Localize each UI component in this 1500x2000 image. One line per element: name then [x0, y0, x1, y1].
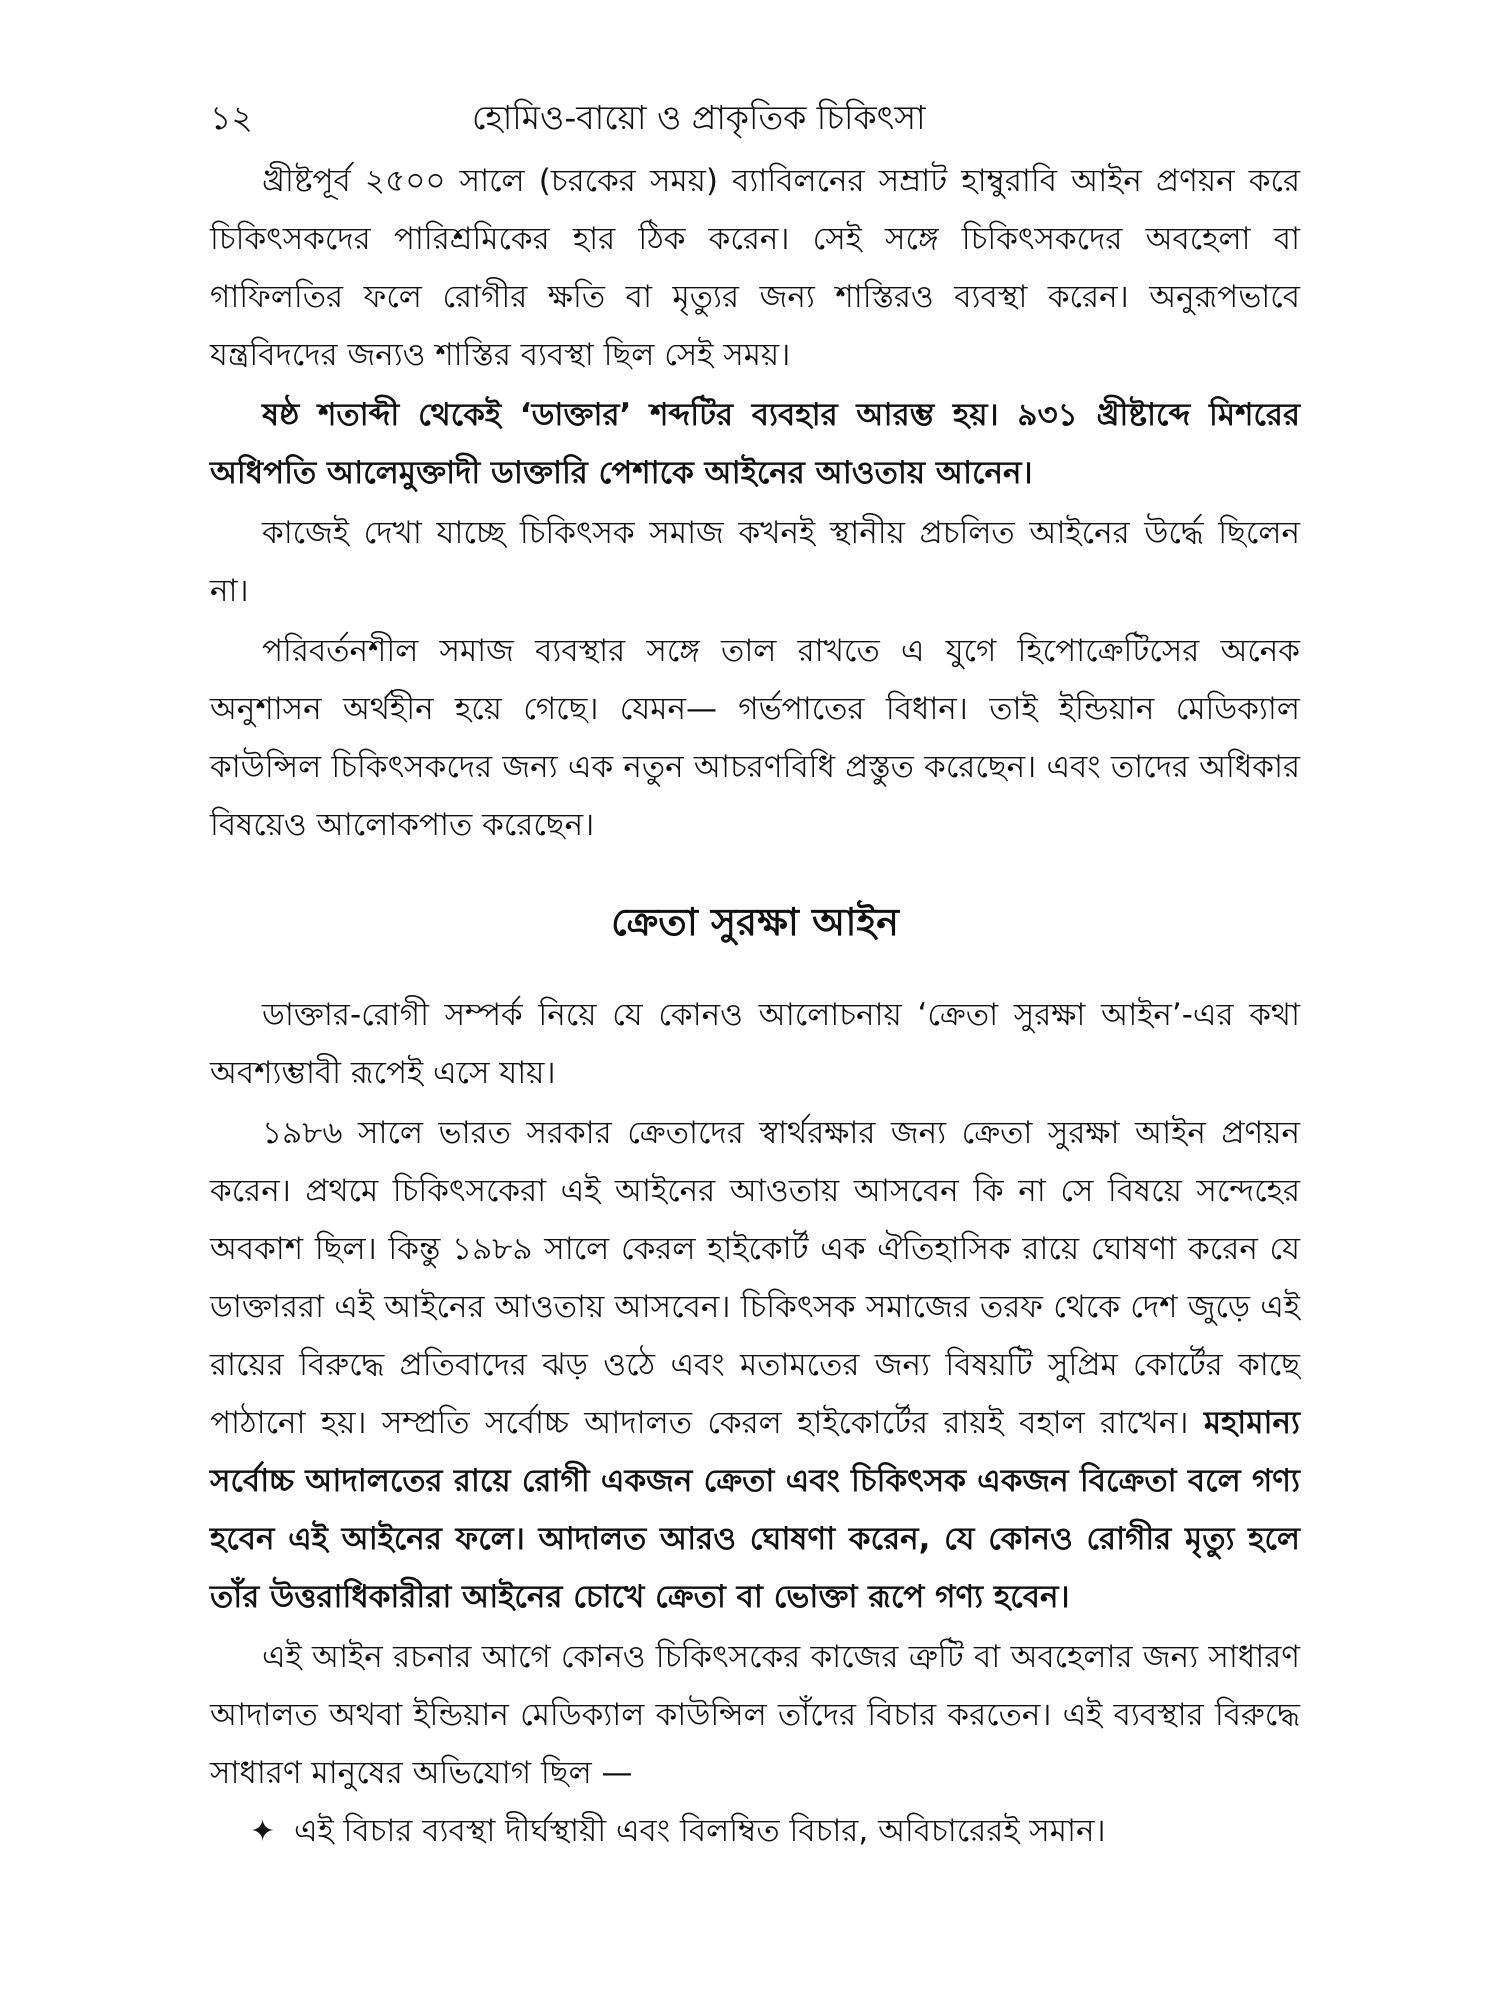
paragraph-doctor-patient-relation: ডাক্তার-রোগী সম্পর্ক নিয়ে যে কোনও আলোচনায় ‘ক্রেতা সুরক্ষা আইন’-এর কথা অবশ্যম্ভাবী রূপেই এসে যায়।: [210, 997, 1300, 1091]
paragraph-changing-society: পরিবর্তনশীল সমাজ ব্যবস্থার সঙ্গে তাল রাখতে এ যুগে হিপোক্রেটিসের অনেক অনুশাসন অর্থহীন হয়ে গেছে। যেমন— গর্ভপাতের বিধান। তাই ইন্ডিয়ান মেডিক্যাল কাউন্সিল চিকিৎসকদের জন্য এক নতুন আচরণবিধি প্রস্তুত করেছেন। এবং তাদের অধিকার বিষয়েও আলোকপাত করেছেন।: [210, 633, 1300, 843]
bold-text: মহামান্য সর্বোচ্চ আদালতের রায়ে রোগী একজন ক্রেতা এবং চিকিৎসক একজন বিক্রেতা বলে গণ্য হবেন এই আইনের ফলে। আদালত আরও ঘোষণা করেন, যে কোনও রোগীর মৃত্যু হলে তাঁর উত্তরাধিকারীরা আইনের চোখে ক্রেতা বা ভোক্তা রূপে গণ্য হবেন।: [210, 1405, 1300, 1615]
page-number: ১২: [210, 98, 253, 137]
running-title: হোমিও-বায়ো ও প্রাকৃতিক চিকিৎসা: [472, 98, 926, 137]
bold-text: ষষ্ঠ শতাব্দী থেকেই ‘ডাক্তার’ শব্দটির ব্যবহার আরম্ভ হয়। ৯৩১ খ্রীষ্টাব্দে মিশরের অধিপতি আলেমুক্তাদী ডাক্তারি পেশাকে আইনের আওতায় আনেন।: [210, 397, 1300, 491]
paragraph-before-act: এই আইন রচনার আগে কোনও চিকিৎসকের কাজের ত্রুটি বা অবহেলার জন্য সাধারণ আদালত অথবা ইন্ডিয়ান মেডিক্যাল কাউন্সিল তাঁদের বিচার করতেন। এই ব্যবস্থার বিরুদ্ধে সাধারণ মানুষের অভিযোগ ছিল —: [210, 1639, 1300, 1791]
page-header: [210, 88, 1300, 148]
paragraph-doctor-word-history: [210, 386, 1300, 502]
section-heading: ক্রেতা সুরক্ষা আইন: [611, 900, 899, 944]
four-point-star-icon: ✦: [250, 1814, 276, 1849]
paragraph-consumer-act-history: [210, 1104, 1300, 1626]
paragraph-babylon-law: খ্রীষ্টপূর্ব ২৫০০ সালে (চরকের সময়) ব্যাবিলনের সম্রাট হাম্বুরাবি আইন প্রণয়ন করে চিকিৎসকদের পারিশ্রমিকের হার ঠিক করেন। সেই সঙ্গে চিকিৎসকদের অবহেলা বা গাফিলতির ফলে রোগীর ক্ষতি বা মৃত্যুর জন্য শাস্তিরও ব্যবস্থা করেন। অনুরূপভাবে যন্ত্রবিদদের জন্যও শাস্তির ব্যবস্থা ছিল সেই সময়।: [210, 163, 1300, 373]
bullet-item: [210, 1802, 1300, 1861]
bullet-text: এই বিচার ব্যবস্থা দীর্ঘস্থায়ী এবং বিলম্বিত বিচার, অবিচারেরই সমান।: [294, 1813, 1106, 1849]
regular-text: ১৯৮৬ সালে ভারত সরকার ক্রেতাদের স্বার্থরক্ষার জন্য ক্রেতা সুরক্ষা আইন প্রণয়ন করেন। প্রথমে চিকিৎসকেরা এই আইনের আওতায় আসবেন কি না সে বিষয়ে সন্দেহের অবকাশ ছিল। কিন্তু ১৯৮৯ সালে কেরল হাইকোর্ট এক ঐতিহাসিক রায়ে ঘোষণা করেন যে ডাক্তাররা এই আইনের আওতায় আসবেন। চিকিৎসক সমাজের তরফ থেকে দেশ জুড়ে এই রায়ের বিরুদ্ধে প্রতিবাদের ঝড় ওঠে এবং মতামতের জন্য বিষয়টি সুপ্রিম কোর্টের কাছে পাঠানো হয়। সম্প্রতি সর্বোচ্চ আদালত কেরল হাইকোর্টের রায়ই বহাল রাখেন।: [210, 1115, 1300, 1441]
page-body: [210, 152, 1300, 1861]
paragraph-not-above-law: কাজেই দেখা যাচ্ছে চিকিৎসক সমাজ কখনই স্থানীয় প্রচলিত আইনের উর্দ্ধে ছিলেন না।: [210, 515, 1300, 609]
